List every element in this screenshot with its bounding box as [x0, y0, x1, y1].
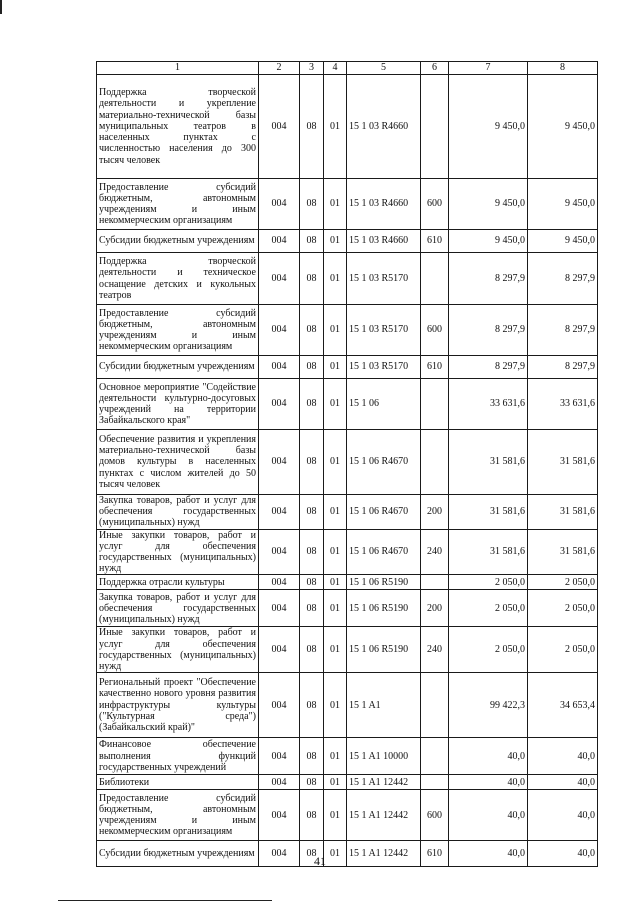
table-row — [97, 253, 598, 305]
ministry-code-cell: 004 — [259, 529, 300, 575]
item-name-cell: Основное мероприятие "Содействие деятельности культурно-досуговых учреждений на территории Забайкальского края" — [97, 379, 259, 430]
amount-col7-cell: 9 450,0 — [449, 179, 528, 230]
ministry-code-cell: 004 — [259, 230, 300, 253]
amount-col8-cell: 8 297,9 — [528, 253, 598, 305]
item-name-cell: Поддержка творческой деятельности и техническое оснащение детских и кукольных театров — [97, 253, 259, 305]
subsection-code-cell: 01 — [324, 230, 347, 253]
amount-col7-cell: 40,0 — [449, 790, 528, 841]
subsection-code-cell: 01 — [324, 775, 347, 790]
item-name-cell: Иные закупки товаров, работ и услуг для обеспечения государственных (муниципальных) нужд — [97, 627, 259, 673]
amount-col8-cell: 31 581,6 — [528, 529, 598, 575]
amount-col7-cell: 9 450,0 — [449, 230, 528, 253]
table-row — [97, 738, 598, 775]
subsection-code-cell: 01 — [324, 305, 347, 356]
item-name-cell: Субсидии бюджетным учреждениям — [97, 356, 259, 379]
amount-col8-cell: 31 581,6 — [528, 430, 598, 495]
section-code-cell: 08 — [300, 627, 324, 673]
amount-col7-cell: 2 050,0 — [449, 590, 528, 627]
section-code-cell: 08 — [300, 575, 324, 590]
amount-col7-cell: 8 297,9 — [449, 253, 528, 305]
item-name-cell: Предоставление субсидий бюджетным, автономным учреждениям и иным некоммерческим организациям — [97, 790, 259, 841]
ministry-code-cell: 004 — [259, 430, 300, 495]
subsection-code-cell: 01 — [324, 75, 347, 179]
amount-col8-cell: 9 450,0 — [528, 179, 598, 230]
subsection-code-cell: 01 — [324, 356, 347, 379]
target-article-cell: 15 1 03 R4660 — [347, 179, 421, 230]
column-header: 7 — [449, 62, 528, 75]
target-article-cell: 15 1 06 R5190 — [347, 575, 421, 590]
section-code-cell: 08 — [300, 305, 324, 356]
amount-col7-cell: 2 050,0 — [449, 627, 528, 673]
subsection-code-cell: 01 — [324, 673, 347, 738]
scan-edge-mark — [0, 0, 8, 14]
item-name-cell: Финансовое обеспечение выполнения функций государственных учреждений — [97, 738, 259, 775]
amount-col8-cell: 40,0 — [528, 790, 598, 841]
expense-type-cell — [421, 253, 449, 305]
ministry-code-cell: 004 — [259, 379, 300, 430]
expense-type-cell: 200 — [421, 590, 449, 627]
item-name-cell: Региональный проект "Обеспечение качественно нового уровня развития инфраструктуры культуры ("Культурная среда") (Забайкальский край)" — [97, 673, 259, 738]
section-code-cell: 08 — [300, 841, 324, 867]
section-code-cell: 08 — [300, 230, 324, 253]
section-code-cell: 08 — [300, 75, 324, 179]
expense-type-cell: 240 — [421, 627, 449, 673]
subsection-code-cell: 01 — [324, 529, 347, 575]
table-row — [97, 495, 598, 530]
target-article-cell: 15 1 A1 10000 — [347, 738, 421, 775]
subsection-code-cell: 01 — [324, 627, 347, 673]
subsection-code-cell: 01 — [324, 790, 347, 841]
table-row — [97, 305, 598, 356]
section-code-cell: 08 — [300, 253, 324, 305]
ministry-code-cell: 004 — [259, 775, 300, 790]
table-row — [97, 356, 598, 379]
section-code-cell: 08 — [300, 495, 324, 530]
section-code-cell: 08 — [300, 738, 324, 775]
ministry-code-cell: 004 — [259, 738, 300, 775]
expense-type-cell: 600 — [421, 179, 449, 230]
item-name-cell: Субсидии бюджетным учреждениям — [97, 230, 259, 253]
item-name-cell: Библиотеки — [97, 775, 259, 790]
footnote-divider — [58, 900, 272, 901]
table-row — [97, 379, 598, 430]
amount-col8-cell: 2 050,0 — [528, 627, 598, 673]
target-article-cell: 15 1 03 R4660 — [347, 75, 421, 179]
page-number: 41 — [314, 854, 326, 868]
amount-col8-cell: 40,0 — [528, 841, 598, 867]
expense-type-cell: 200 — [421, 495, 449, 530]
item-name-cell: Предоставление субсидий бюджетным, автономным учреждениям и иным некоммерческим организациям — [97, 305, 259, 356]
table-row — [97, 529, 598, 575]
expense-type-cell — [421, 430, 449, 495]
target-article-cell: 15 1 03 R5170 — [347, 356, 421, 379]
target-article-cell: 15 1 A1 12442 — [347, 775, 421, 790]
section-code-cell: 08 — [300, 179, 324, 230]
table-row — [97, 179, 598, 230]
expense-type-cell: 600 — [421, 305, 449, 356]
section-code-cell: 08 — [300, 379, 324, 430]
ministry-code-cell: 004 — [259, 179, 300, 230]
item-name-cell: Предоставление субсидий бюджетным, автономным учреждениям и иным некоммерческим организациям — [97, 179, 259, 230]
ministry-code-cell: 004 — [259, 575, 300, 590]
section-code-cell: 08 — [300, 356, 324, 379]
target-article-cell: 15 1 06 R4670 — [347, 430, 421, 495]
section-code-cell: 08 — [300, 673, 324, 738]
ministry-code-cell: 004 — [259, 590, 300, 627]
expense-type-cell: 610 — [421, 356, 449, 379]
table-row — [97, 790, 598, 841]
amount-col8-cell: 31 581,6 — [528, 495, 598, 530]
subsection-code-cell: 01 — [324, 575, 347, 590]
target-article-cell: 15 1 06 R5190 — [347, 590, 421, 627]
table-row — [97, 75, 598, 179]
section-code-cell: 08 — [300, 430, 324, 495]
expense-type-cell — [421, 775, 449, 790]
amount-col8-cell: 8 297,9 — [528, 356, 598, 379]
table-row — [97, 673, 598, 738]
section-code-cell: 08 — [300, 790, 324, 841]
expense-type-cell — [421, 575, 449, 590]
amount-col8-cell: 40,0 — [528, 775, 598, 790]
target-article-cell: 15 1 A1 12442 — [347, 841, 421, 867]
ministry-code-cell: 004 — [259, 673, 300, 738]
target-article-cell: 15 1 06 R4670 — [347, 529, 421, 575]
table-row — [97, 590, 598, 627]
column-header: 6 — [421, 62, 449, 75]
item-name-cell: Поддержка творческой деятельности и укрепление материально-технической базы муниципальных театров в населенных пунктах с численностью населения до 300 тысяч человек — [97, 75, 259, 179]
amount-col8-cell: 34 653,4 — [528, 673, 598, 738]
target-article-cell: 15 1 06 R5190 — [347, 627, 421, 673]
budget-table — [96, 61, 598, 867]
target-article-cell: 15 1 A1 12442 — [347, 790, 421, 841]
ministry-code-cell: 004 — [259, 253, 300, 305]
column-header: 3 — [300, 62, 324, 75]
amount-col8-cell: 2 050,0 — [528, 590, 598, 627]
expense-type-cell: 610 — [421, 230, 449, 253]
ministry-code-cell: 004 — [259, 627, 300, 673]
amount-col7-cell: 31 581,6 — [449, 495, 528, 530]
amount-col7-cell: 31 581,6 — [449, 430, 528, 495]
amount-col8-cell: 33 631,6 — [528, 379, 598, 430]
subsection-code-cell: 01 — [324, 179, 347, 230]
subsection-code-cell: 01 — [324, 738, 347, 775]
target-article-cell: 15 1 A1 — [347, 673, 421, 738]
item-name-cell: Поддержка отрасли культуры — [97, 575, 259, 590]
amount-col7-cell: 40,0 — [449, 841, 528, 867]
amount-col7-cell: 31 581,6 — [449, 529, 528, 575]
table-header-row — [97, 62, 598, 75]
expense-type-cell: 600 — [421, 790, 449, 841]
item-name-cell: Закупка товаров, работ и услуг для обеспечения государственных (муниципальных) нужд — [97, 590, 259, 627]
target-article-cell: 15 1 06 R4670 — [347, 495, 421, 530]
section-code-cell: 08 — [300, 775, 324, 790]
expense-type-cell: 610 — [421, 841, 449, 867]
ministry-code-cell: 004 — [259, 305, 300, 356]
amount-col8-cell: 9 450,0 — [528, 230, 598, 253]
amount-col7-cell: 2 050,0 — [449, 575, 528, 590]
subsection-code-cell: 01 — [324, 253, 347, 305]
table-row — [97, 575, 598, 590]
target-article-cell: 15 1 03 R5170 — [347, 253, 421, 305]
item-name-cell: Закупка товаров, работ и услуг для обеспечения государственных (муниципальных) нужд — [97, 495, 259, 530]
target-article-cell: 15 1 03 R5170 — [347, 305, 421, 356]
column-header: 2 — [259, 62, 300, 75]
expense-type-cell — [421, 673, 449, 738]
target-article-cell: 15 1 06 — [347, 379, 421, 430]
amount-col8-cell: 40,0 — [528, 738, 598, 775]
section-code-cell: 08 — [300, 529, 324, 575]
column-header: 5 — [347, 62, 421, 75]
subsection-code-cell: 01 — [324, 430, 347, 495]
ministry-code-cell: 004 — [259, 495, 300, 530]
subsection-code-cell: 01 — [324, 590, 347, 627]
target-article-cell: 15 1 03 R4660 — [347, 230, 421, 253]
ministry-code-cell: 004 — [259, 841, 300, 867]
amount-col8-cell: 9 450,0 — [528, 75, 598, 179]
table-row — [97, 627, 598, 673]
item-name-cell: Обеспечение развития и укрепления материально-технической базы домов культуры в населенных пунктах с числом жителей до 50 тысяч человек — [97, 430, 259, 495]
column-header: 1 — [97, 62, 259, 75]
table-row — [97, 430, 598, 495]
item-name-cell: Иные закупки товаров, работ и услуг для обеспечения государственных (муниципальных) нужд — [97, 529, 259, 575]
expense-type-cell: 240 — [421, 529, 449, 575]
item-name-cell: Субсидии бюджетным учреждениям — [97, 841, 259, 867]
subsection-code-cell: 01 — [324, 379, 347, 430]
amount-col7-cell: 99 422,3 — [449, 673, 528, 738]
ministry-code-cell: 004 — [259, 790, 300, 841]
section-code-cell: 08 — [300, 590, 324, 627]
amount-col7-cell: 8 297,9 — [449, 356, 528, 379]
amount-col7-cell: 8 297,9 — [449, 305, 528, 356]
amount-col7-cell: 40,0 — [449, 775, 528, 790]
table-row — [97, 775, 598, 790]
column-header: 8 — [528, 62, 598, 75]
subsection-code-cell: 01 — [324, 841, 347, 867]
amount-col7-cell: 9 450,0 — [449, 75, 528, 179]
amount-col7-cell: 40,0 — [449, 738, 528, 775]
expense-type-cell — [421, 738, 449, 775]
amount-col7-cell: 33 631,6 — [449, 379, 528, 430]
subsection-code-cell: 01 — [324, 495, 347, 530]
expense-type-cell — [421, 379, 449, 430]
table-row — [97, 230, 598, 253]
ministry-code-cell: 004 — [259, 75, 300, 179]
expense-type-cell — [421, 75, 449, 179]
ministry-code-cell: 004 — [259, 356, 300, 379]
amount-col8-cell: 2 050,0 — [528, 575, 598, 590]
column-header: 4 — [324, 62, 347, 75]
amount-col8-cell: 8 297,9 — [528, 305, 598, 356]
